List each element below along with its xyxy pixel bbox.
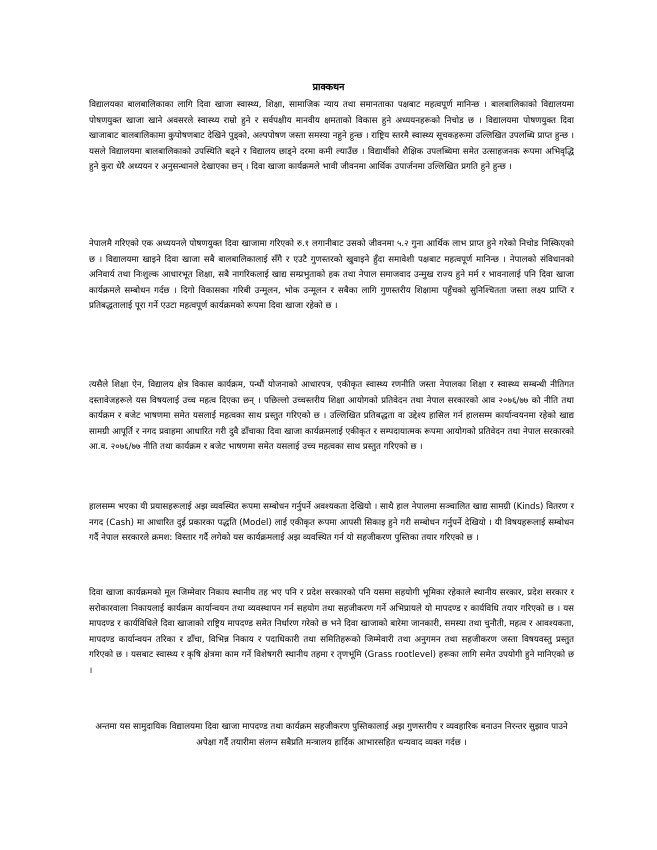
paragraph-importance: विद्यालयका बालबालिकाका लागि दिवा खाजा स्वास्थ्य, शिक्षा, सामाजिक न्याय तथा समानताका पक्षबाट महत्वपूर्ण मानिन्छ । बालबालिकाको विद्यालयमा पोषणयुक्त खाजा खाने अवसरले स्वास्थ्य राम्रो हुने र सर्वपक्षीय मानवीय क्षमताको विकास हुने अध्ययनहरूको निचोड छ । विद्यालयमा पोषणयुक्त दिवा खाजाबाट बालबालिकामा कुपोषणबाट देखिने पुड्को, अल्पपोषण जस्ता समस्या नहुने हुन्छ । राष्ट्रिय स्तरमै स्वास्थ्य सूचकहरूमा उल्लिखित उपलब्धि प्राप्त हुन्छ । यसले विद्यालयमा बालबालिकाको उपस्थिति बढ्ने र विद्यालय छाड्ने दरमा कमी ल्याउँछ । विद्यार्थीको शैक्षिक उपलब्धिमा समेत उत्साहजनक रूपमा अभिवृद्धि हुने कुरा धेरै अध्ययन र अनुसन्धानले देखाएका छन् । दिवा खाजा कार्यक्रमले भावी जीवनमा आर्थिक उपार्जनमा उल्लिखित प्रगति हुने हुन्छ । — [89, 100, 574, 173]
paragraph-current-efforts: हालसम्म भएका यी प्रयासहरूलाई अझ व्यवस्थित रूपमा सम्बोधन गर्नुपर्ने अवश्यकता देखियो । साथै हाल नेपालमा सञ्चालित खाद्य सामग्री (Kinds) वितरण र नगद (Cash) मा आधारित दुई प्रकारका पद्धति (Model) लाई एकीकृत रूपमा आपसी सिकाइ हुने गरी सम्बोधन गर्नुपर्ने देखियो । यी विषयहरूलाई सम्बोधन गर्दै नेपाल सरकारले क्रमश: विस्तार गर्दै लगेको यस कार्यक्रमलाई अझ व्यवस्थित गर्न यो सहजीकरण पुस्तिका तयार गरिएको छ । — [89, 502, 574, 544]
paragraph-study-findings: नेपालमै गरिएको एक अध्ययनले पोषणयुक्त दिवा खाजामा गरिएको रु.१ लगानीबाट उसको जीवनमा ५.२ गुना आर्थिक लाभ प्राप्त हुने गरेको निचोड निस्किएको छ । विद्यालयमा खाइने दिवा खाजा सबै बालबालिकालाई सँगै र एउटै गुणस्तरको खुवाइने हुँदा समावेशी पक्षबाट महत्वपूर्ण मानिन्छ । नेपालको संविधानको अनिवार्य तथा निःशुल्क आधारभूत शिक्षा, सबै नागरिकलाई खाद्य सम्प्रभुताको हक तथा नेपाल समाजवाद उन्मुख राज्य हुने मर्म र भावनालाई पनि दिवा खाजा कार्यक्रमले सम्बोधन गर्दछ । दिगो विकासका गरिबी उन्मूलन, भोक उन्मूलन र सबैका लागि गुणस्तरीय शिक्षामा पहुँचको सुनिश्चितता जस्ता लक्ष्य प्राप्ति र प्रतिबद्धतालाई पूरा गर्ने एउटा महत्वपूर्ण कार्यक्रमको रूपमा दिवा खाजा रहेको छ । — [89, 239, 574, 312]
page-title: प्राक्कथन — [312, 82, 345, 93]
paragraph-acknowledgement: अन्तमा यस सामुदायिक विद्यालयमा दिवा खाजा मापदण्ड तथा कार्यक्रम सहजीकरण पुस्तिकालाई अझ गुणस्तरीय र व्यवहारिक बनाउन निरन्तर सुझाव पाउने अपेक्षा गर्दै तयारीमा संलग्न सबैप्रति मन्त्रालय हार्दिक आभारसहित धन्यवाद व्यक्त गर्दछ । — [95, 722, 568, 748]
paragraph-policy-documents: त्यसैले शिक्षा ऐन, विद्यालय क्षेत्र विकास कार्यक्रम, पन्धौं योजनाको आधारपत्र, एकीकृत स्वास्थ्य रणनीति जस्ता नेपालका शिक्षा र स्वास्थ्य सम्बन्धी नीतिगत दस्तावेजहरूले यस विषयलाई उच्च महत्व दिएका छन् । पछिल्लो उच्चस्तरीय शिक्षा आयोगको प्रतिवेदन तथा नेपाल सरकारको आव २०७६/७७ को नीति तथा कार्यक्रम र बजेट भाषणमा समेत यसलाई महत्वका साथ प्रस्तुत गरिएको छ । उल्लिखित प्रतिबद्धता वा उद्देश्य हासिल गर्न हालसम्म कार्यान्वयनमा रहेको खाद्य सामग्री आपूर्ति र नगद प्रवाहमा आधारित गरी दुवै ढाँचाका दिवा खाजा कार्यक्रमलाई एकीकृत र सम्पदायात्मक रूपमा आयोगको प्रतिवेदन तथा नेपाल सरकारको आ.व. २०७६/७७ नीति तथा कार्यक्रम र बजेट भाषणमा समेत यसलाई उच्च महत्वका साथ प्रस्तुत गरिएको छ । — [89, 380, 574, 453]
paragraph-responsibility: दिवा खाजा कार्यक्रमको मूल जिम्मेवार निकाय स्थानीय तह भए पनि र प्रदेश सरकारको पनि यसमा सहयोगी भूमिका रहेकाले स्थानीय सरकार, प्रदेश सरकार र सरोकारवाला निकायलाई कार्यक्रम कार्यान्वयन तथा व्यवस्थापन गर्न सहयोग तथा सहजीकरण गर्ने अभिप्रायले यो मापदण्ड र कार्यविधि तयार गरिएको छ । यस मापदण्ड र कार्यविधिले दिवा खाजाको राष्ट्रिय मापदण्ड समेत निर्धारण गरेको छ भने दिवा खाजाको बारेमा जानकारी, समस्या तथा चुनौती, महत्व र आवश्यकता, मापदण्ड कार्यान्वयन तरिका र ढाँचा, विभिन्न निकाय र पदाधिकारी तथा समितिहरूको जिम्मेवारी तथा अनुगमन तथा सहजीकरण जस्ता विषयवस्तु प्रस्तुत गरिएको छ । यसबाट स्वास्थ्य र कृषि क्षेत्रमा काम गर्ने विशेषगरी स्थानीय तहमा र तृणभूमि (Grass rootlevel) हरूका लागि समेत उपयोगी हुने मानिएको छ । — [89, 588, 574, 676]
